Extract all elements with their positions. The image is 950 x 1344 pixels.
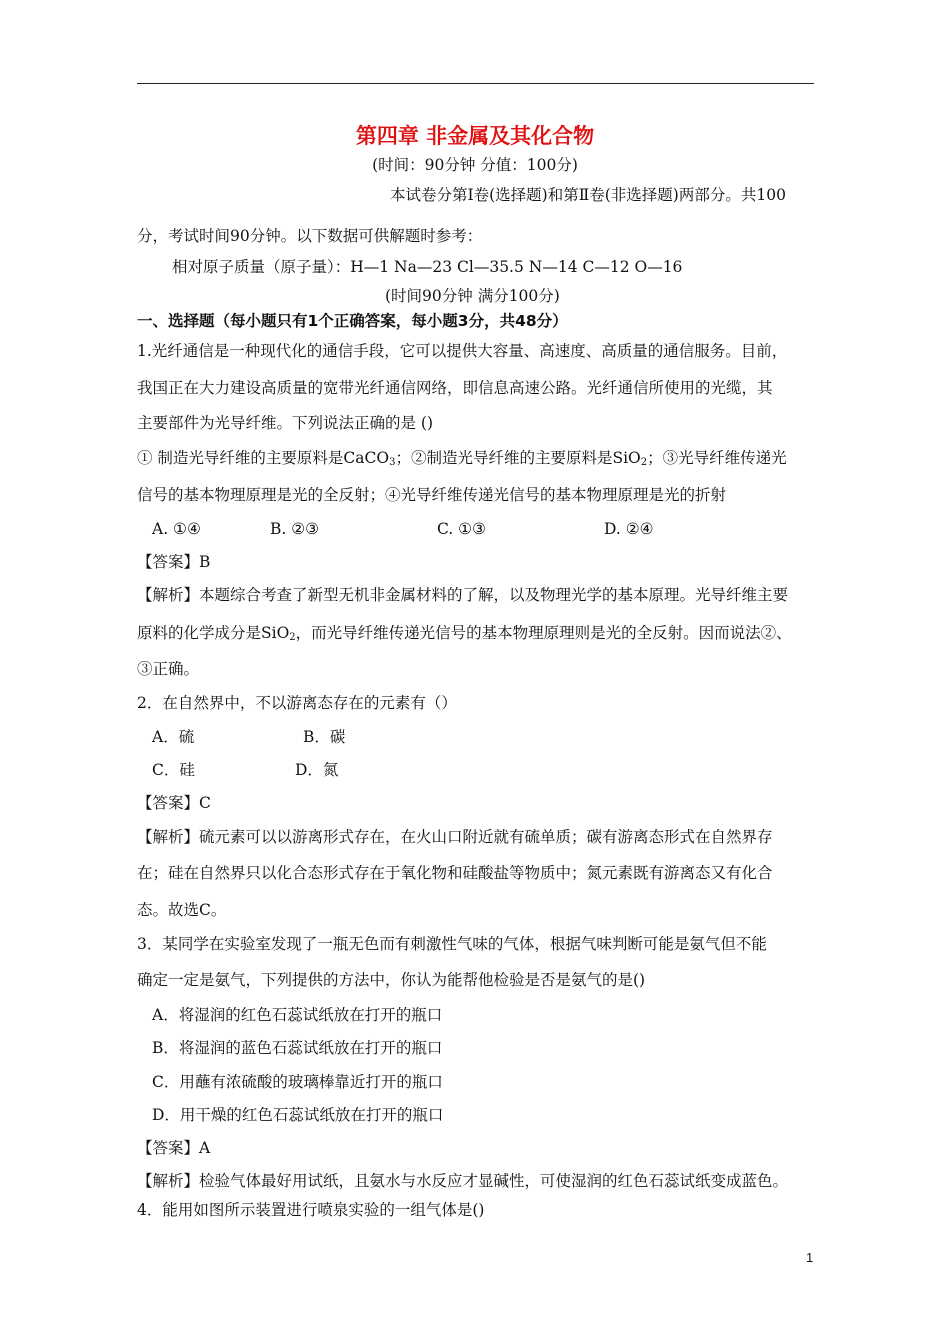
q2-option-b: B．碳 [303, 728, 346, 746]
q2-option-a: A．硫 [152, 728, 195, 746]
atomic-masses: 相对原子质量（原子量）：H—1 Na—23 Cl—35.5 N—14 C—12 O—16 [172, 258, 683, 276]
q1-stem-line-2: 我国正在大力建设高质量的宽带光纤通信网络，即信息高速公路。光纤通信所使用的光缆，其 [137, 379, 773, 397]
q1-statement-line-1 [137, 447, 787, 474]
q1-statement-part-a: ① 制造光导纤维的主要原料是CaCO [137, 449, 390, 467]
q1-analysis-part-a: 原料的化学成分是SiO [137, 624, 290, 642]
q3-stem-line-2: 确定一定是氨气，下列提供的方法中，你认为能帮他检验是否是氨气的是() [137, 971, 646, 989]
q2-analysis-line-2: 在；硅在自然界只以化合态形式存在于氧化物和硅酸盐等物质中；氮元素既有游离态又有化合 [137, 864, 773, 882]
q3-option-c: C．用蘸有浓硫酸的玻璃棒靠近打开的瓶口 [152, 1073, 443, 1091]
q4-stem: 4．能用如图所示装置进行喷泉实验的一组气体是() [137, 1201, 485, 1219]
q3-option-b: B．将湿润的蓝色石蕊试纸放在打开的瓶口 [152, 1039, 443, 1057]
q1-analysis-line-3: ③正确。 [137, 660, 200, 678]
q3-answer: 【答案】A [137, 1139, 211, 1157]
page-title: 第四章 非金属及其化合物 [355, 124, 595, 148]
q3-option-d: D．用干燥的红色石蕊试纸放在打开的瓶口 [152, 1106, 444, 1124]
q2-answer: 【答案】C [137, 794, 211, 812]
section-heading: 一、选择题（每小题只有1个正确答案，每小题3分，共48分） [137, 312, 568, 330]
q2-stem: 2．在自然界中，不以游离态存在的元素有（） [137, 694, 457, 712]
q2-analysis-line-1: 【解析】硫元素可以以游离形式存在，在火山口附近就有硫单质；碳有游离态形式在自然界存 [137, 828, 773, 846]
q1-sio2-subscript: 2 [640, 457, 648, 468]
q1-analysis-part-b: ，而光导纤维传递光信号的基本物理原理则是光的全反射。因而说法②、 [295, 624, 792, 642]
q2-analysis-line-3: 态。故选C。 [137, 901, 227, 919]
q1-statement-part-b: ；②制造光导纤维的主要原料是SiO [395, 449, 641, 467]
page-number: 1 [806, 1250, 814, 1265]
q1-answer: 【答案】B [137, 553, 211, 571]
header-rule [137, 83, 814, 84]
q1-option-d: D. ②④ [604, 520, 654, 538]
q1-analysis-line-2 [137, 622, 792, 649]
q2-option-d: D．氮 [295, 761, 339, 779]
q1-statement-line-2: 信号的基本物理原理是光的全反射；④光导纤维传递光信号的基本物理原理是光的折射 [137, 486, 727, 504]
q1-option-c: C. ①③ [437, 520, 486, 538]
q1-stem-line-1: 1.光纤通信是一种现代化的通信手段，它可以提供大容量、高速度、高质量的通信服务。目前， [137, 342, 788, 360]
q1-stem-line-3: 主要部件为光导纤维。下列说法正确的是 () [137, 414, 434, 432]
intro-line-2: 分，考试时间90分钟。以下数据可供解题时参考： [137, 227, 483, 245]
q1-analysis-line-1: 【解析】本题综合考查了新型无机非金属材料的了解，以及物理光学的基本原理。光导纤维主要 [137, 586, 789, 604]
q1-statement-part-c: ；③光导纤维传递光 [647, 449, 787, 467]
subtitle: (时间：90分钟 分值：100分) [372, 156, 578, 174]
q2-option-c: C．硅 [152, 761, 195, 779]
q3-analysis: 【解析】检验气体最好用试纸，且氨水与水反应才显碱性，可使湿润的红色石蕊试纸变成蓝色。 [137, 1172, 789, 1190]
q1-caco3-subscript: 3 [389, 457, 396, 468]
q1-option-a: A. ①④ [152, 520, 201, 538]
q1-option-b: B. ②③ [270, 520, 320, 538]
q3-option-a: A．将湿润的红色石蕊试纸放在打开的瓶口 [152, 1006, 443, 1024]
intro-line-1: 本试卷分第Ⅰ卷(选择题)和第Ⅱ卷(非选择题)两部分。共100 [390, 186, 786, 204]
q1-analysis-subscript: 2 [289, 632, 296, 643]
q3-stem-line-1: 3．某同学在实验室发现了一瓶无色而有刺激性气味的气体，根据气味判断可能是氨气但不能 [137, 935, 767, 953]
time-note: (时间90分钟 满分100分) [385, 287, 560, 305]
